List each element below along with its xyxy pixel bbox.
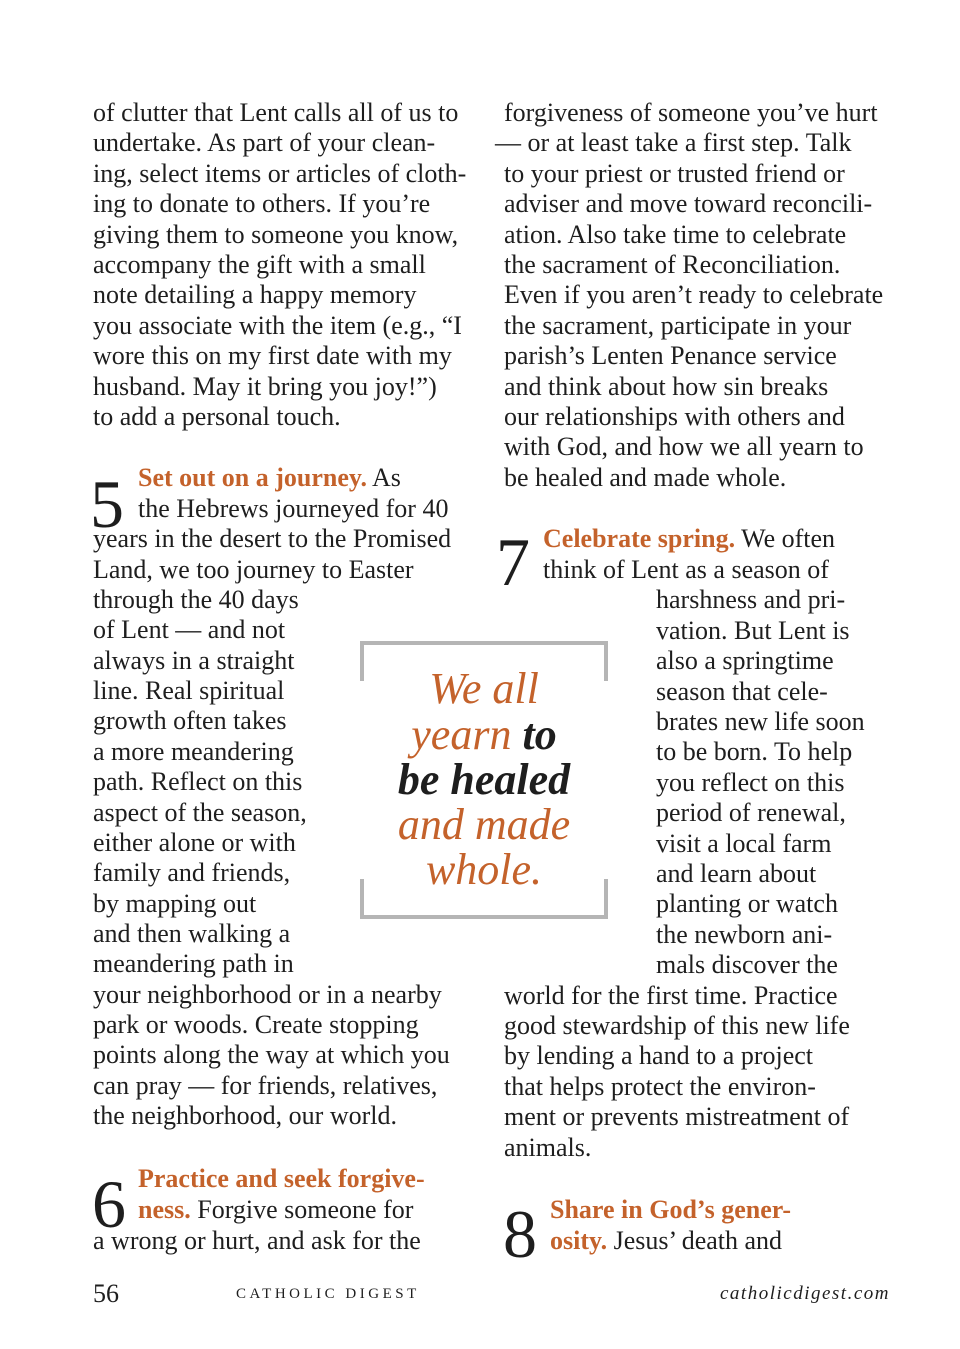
- text-line: aspect of the season,: [93, 797, 307, 827]
- item-8-heading-line1: Share in God’s gener-: [550, 1195, 791, 1224]
- text-line: Even if you aren’t ready to celebrate: [504, 280, 884, 310]
- text-line: of Lent — and not: [93, 615, 286, 645]
- item-6-heading-line2: ness.: [138, 1195, 191, 1224]
- item-8-line2-rest: Jesus’ death and: [607, 1226, 783, 1255]
- text-line: by lending a hand to a project: [504, 1041, 814, 1071]
- text-line: adviser and move toward reconcili-: [504, 189, 873, 219]
- item-7-heading: Celebrate spring.: [543, 524, 736, 553]
- text-line: the neighborhood, our world.: [93, 1101, 398, 1130]
- pull-quote-to: to: [511, 710, 557, 759]
- text-line: note detailing a happy memory: [93, 280, 417, 310]
- text-line: that helps protect the environ-: [504, 1071, 816, 1101]
- text-line: think of Lent as a season of: [543, 555, 829, 584]
- item-6-line3: a wrong or hurt, and ask for the: [93, 1226, 421, 1255]
- text-line: the newborn ani-: [656, 919, 833, 949]
- text-line: to be born. To help: [656, 737, 853, 767]
- text-line: and then walking a: [93, 918, 291, 948]
- text-line: you associate with the item (e.g., “I: [93, 310, 462, 340]
- text-line: of clutter that Lent calls all of us to: [93, 98, 459, 127]
- pull-quote-line-4: and made: [397, 800, 571, 849]
- text-line: our relationships with others and: [504, 402, 845, 431]
- item-7-first-line: [543, 524, 835, 554]
- text-line: mals discover the: [656, 950, 838, 980]
- text-line: path. Reflect on this: [93, 767, 303, 797]
- text-line: animals.: [504, 1132, 592, 1162]
- text-line: the Hebrews journeyed for 40: [138, 494, 449, 523]
- text-line: good stewardship of this new life: [504, 1011, 850, 1040]
- text-line: and learn about: [656, 859, 817, 888]
- text-line: wore this on my first date with my: [93, 341, 452, 371]
- text-line: visit a local farm: [656, 828, 832, 858]
- item-6-number: 6: [92, 1166, 126, 1242]
- text-line: undertake. As part of your clean-: [93, 128, 436, 158]
- text-line: and think about how sin breaks: [504, 371, 829, 401]
- text-line: ing to donate to others. If you’re: [93, 189, 431, 219]
- item-5-heading: Set out on a journey.: [138, 463, 367, 492]
- pull-quote-line-2: [360, 712, 608, 758]
- text-line: ation. Also take time to celebrate: [504, 219, 847, 249]
- text-line: world for the first time. Practice: [504, 980, 838, 1010]
- publication-name: CATHOLIC DIGEST: [236, 1286, 420, 1302]
- text-line: husband. May it bring you joy!”): [93, 371, 437, 401]
- text-line: to add a personal touch.: [93, 402, 341, 431]
- item-8-heading-line2: osity.: [550, 1226, 608, 1255]
- page-number: 56: [93, 1279, 119, 1308]
- pull-quote-line-1: We all: [429, 664, 539, 713]
- text-line: period of renewal,: [656, 798, 846, 828]
- item-7-number: 7: [496, 524, 530, 600]
- text-line: line. Real spiritual: [93, 676, 285, 706]
- text-line: to your priest or trusted friend or: [504, 158, 845, 188]
- text-line: either alone or with: [93, 827, 296, 857]
- website: catholicdigest.com: [720, 1283, 890, 1304]
- text-line: forgiveness of someone you’ve hurt: [504, 98, 878, 127]
- text-line: be healed and made whole.: [504, 462, 787, 492]
- text-line: you reflect on this: [656, 767, 845, 797]
- text-line: season that cele-: [656, 676, 828, 706]
- pull-quote-line-5: whole.: [425, 845, 543, 894]
- text-line: ment or prevents mistreatment of: [504, 1102, 850, 1132]
- text-line: with God, and how we all yearn to: [504, 432, 864, 462]
- text-line: the sacrament of Reconciliation.: [504, 250, 841, 279]
- text-line: park or woods. Create stopping: [93, 1009, 419, 1039]
- pull-quote-frame-top: [360, 641, 608, 645]
- text-line: harshness and pri-: [656, 585, 846, 615]
- text-line: vation. But Lent is: [656, 615, 850, 645]
- pull-quote-yearn: yearn: [411, 710, 512, 759]
- text-line: parish’s Lenten Penance service: [504, 341, 837, 371]
- text-line: accompany the gift with a small: [93, 250, 426, 279]
- pull-quote-frame-bottom: [360, 915, 608, 919]
- item-6-line2-rest: Forgive someone for: [190, 1195, 414, 1224]
- text-line: years in the desert to the Promised: [93, 524, 452, 554]
- pull-quote-line-3: be healed: [397, 755, 571, 804]
- text-line: by mapping out: [93, 888, 257, 918]
- text-line: the sacrament, participate in your: [504, 310, 852, 340]
- text-line: — or at least take a first step. Talk: [495, 128, 852, 158]
- item-5-number: 5: [90, 466, 124, 542]
- text-line: a more meandering: [93, 736, 294, 766]
- item-8-line2: [550, 1226, 782, 1256]
- text-line: through the 40 days: [93, 585, 299, 615]
- text-line: ing, select items or articles of cloth-: [93, 158, 467, 188]
- text-line: always in a straight: [93, 645, 295, 675]
- text-line: giving them to someone you know,: [93, 219, 459, 249]
- text-line: brates new life soon: [656, 707, 865, 736]
- text-line: meandering path in: [93, 949, 294, 979]
- item-6-line2: [138, 1195, 413, 1225]
- item-5-first-line: [138, 463, 401, 493]
- text-line: points along the way at which you: [93, 1040, 450, 1070]
- item-6-heading-line1: Practice and seek forgive-: [138, 1164, 425, 1193]
- text-line: planting or watch: [656, 889, 838, 919]
- text-line: growth often takes: [93, 706, 287, 736]
- text-line: can pray — for friends, relatives,: [93, 1070, 438, 1100]
- item-7-first-line-rest: We often: [735, 524, 836, 553]
- text-line: also a springtime: [656, 646, 834, 676]
- text-line: your neighborhood or in a nearby: [93, 979, 442, 1009]
- item-8-number: 8: [503, 1196, 537, 1272]
- item-5-first-line-rest: As: [366, 463, 401, 492]
- text-line: Land, we too journey to Easter: [93, 554, 414, 584]
- text-line: family and friends,: [93, 858, 291, 888]
